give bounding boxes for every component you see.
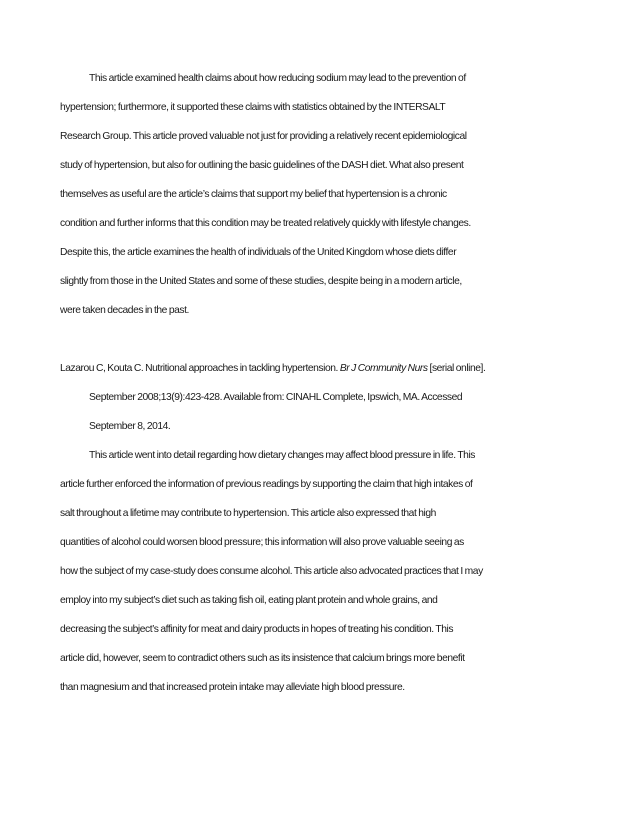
- citation-line-2: September 2008;13(9):423-428. Available from: CINAHL Complete, Ipswich, MA. Accessed: [89, 392, 463, 403]
- text-line: Research Group. This article proved valuable not just for providing a relatively recent epidemiological: [60, 131, 467, 142]
- citation-journal: Br J Community Nurs: [339, 363, 428, 374]
- text-line: article did, however, seem to contradict others such as its insistence that calcium brings more benefit: [60, 653, 465, 664]
- text-line: slightly from those in the United States and some of these studies, despite being in a modern article,: [60, 276, 462, 287]
- citation-entry: [60, 354, 580, 441]
- text-line: themselves as useful are the article’s claims that support my belief that hypertension is a chronic: [60, 189, 447, 200]
- citation-serial: [serial online].: [427, 363, 486, 374]
- text-line: This article examined health claims about how reducing sodium may lead to the prevention of: [89, 73, 466, 84]
- annotation-paragraph-2: [60, 441, 580, 702]
- document-page: [60, 64, 580, 702]
- citation-line-1: [60, 354, 580, 383]
- text-line: study of hypertension, but also for outlining the basic guidelines of the DASH diet. What also present: [60, 160, 464, 171]
- paragraph-gap: [60, 325, 580, 354]
- text-line: than magnesium and that increased protein intake may alleviate high blood pressure.: [60, 682, 405, 693]
- citation-authors-title: Lazarou C, Kouta C. Nutritional approaches in tackling hypertension.: [60, 363, 340, 374]
- text-line: condition and further informs that this condition may be treated relatively quickly with lifestyle changes.: [60, 218, 471, 229]
- text-line: decreasing the subject’s affinity for meat and dairy products in hopes of treating his condition. This: [60, 624, 454, 635]
- text-line: article further enforced the information of previous readings by supporting the claim that high intakes of: [60, 479, 473, 490]
- text-line: Despite this, the article examines the health of individuals of the United Kingdom whose diets differ: [60, 247, 457, 258]
- citation-line-3: September 8, 2014.: [89, 421, 171, 432]
- text-line: hypertension; furthermore, it supported these claims with statistics obtained by the INTERSALT: [60, 102, 446, 113]
- text-line: employ into my subject’s diet such as taking fish oil, eating plant protein and whole grains, and: [60, 595, 438, 606]
- annotation-paragraph-1: [60, 64, 580, 325]
- text-line: were taken decades in the past.: [60, 305, 189, 316]
- text-line: how the subject of my case-study does consume alcohol. This article also advocated practices that I may: [60, 566, 483, 577]
- text-line: salt throughout a lifetime may contribute to hypertension. This article also expressed that high: [60, 508, 436, 519]
- text-line: quantities of alcohol could worsen blood pressure; this information will also prove valuable seeing as: [60, 537, 464, 548]
- text-line: This article went into detail regarding how dietary changes may affect blood pressure in life. This: [89, 450, 475, 461]
